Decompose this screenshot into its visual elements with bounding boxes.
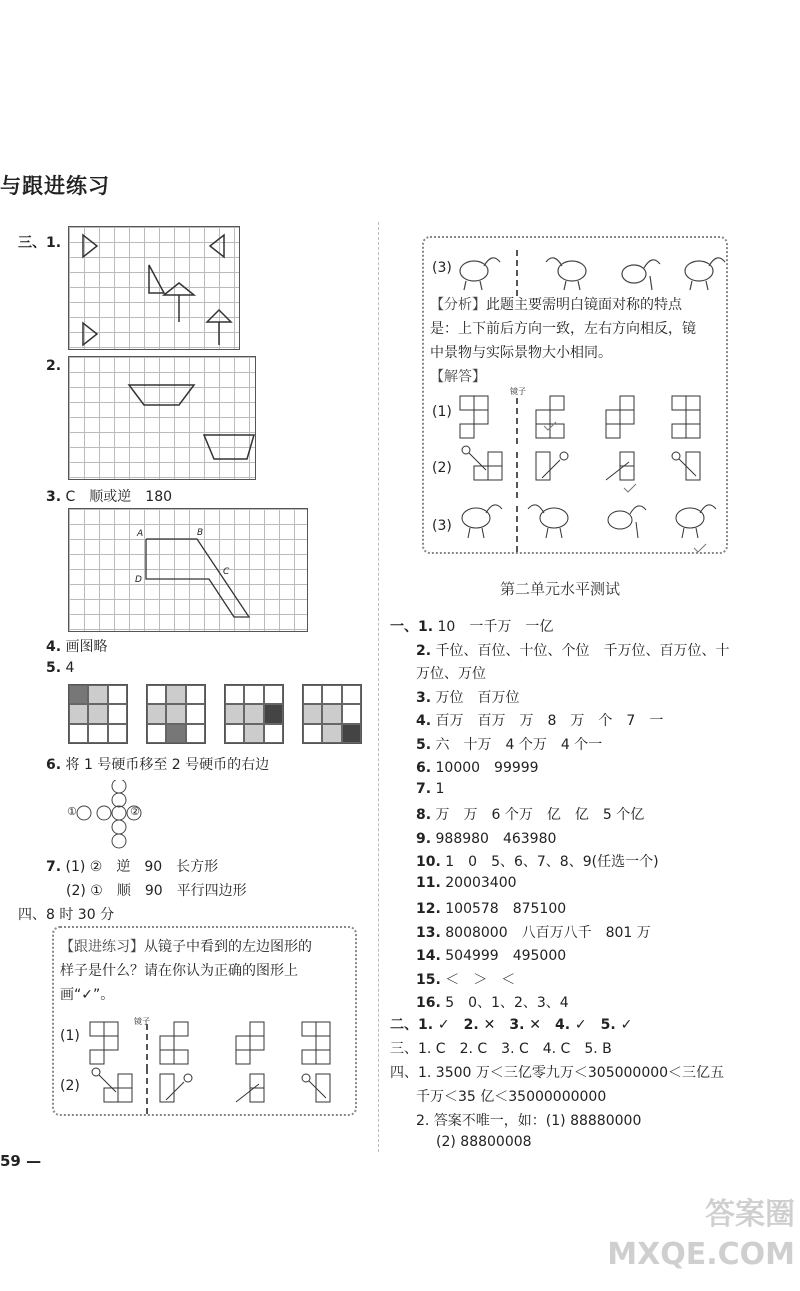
page-number: 59 — — [0, 1152, 42, 1170]
answer-item: 14. 504999 495000 — [416, 948, 567, 964]
answer-item: 3. 万位 百万位 — [416, 689, 520, 706]
figure-3-shapes — [69, 509, 309, 633]
follow-practice-box — [52, 926, 357, 1116]
follow-text-1: 【跟进练习】从镜子中看到的左边图形的 — [60, 939, 312, 955]
answer-item: 9. 988980 463980 — [416, 830, 557, 847]
answer-item: 万位、万位 — [416, 666, 486, 682]
unit-test-title: 第二单元水平测试 — [500, 580, 621, 598]
analysis-line-1: 【分析】此题主要需明白镜面对称的特点 — [430, 297, 682, 313]
box-row-2-label: (2) — [432, 460, 452, 476]
answer-item: 5. 六 十万 4 个万 4 个一 — [416, 736, 603, 753]
box-row-1-label: (1) — [432, 404, 452, 420]
answer-tag: 【解答】 — [430, 369, 486, 385]
box-row-3b-label: (3) — [432, 518, 452, 534]
watermark: 答案圈 MXQE.COM — [607, 1197, 795, 1272]
square-grid-1 — [68, 684, 128, 744]
coin-cross-diagram — [64, 780, 154, 850]
square-grid-2 — [146, 684, 206, 744]
follow-figures — [54, 1014, 354, 1114]
q3-line: 3. C 顺或逆 180 — [46, 489, 173, 505]
analysis-line-2: 是：上下前后方向一致，左右方向相反，镜 — [430, 321, 696, 337]
answer-item: 4. 百万 百万 万 8 万 个 7 一 — [416, 713, 664, 729]
answer-item: 10. 1 0 5、6、7、8、9(任选一个) — [416, 854, 659, 870]
answer-item: 6. 10000 99999 — [416, 760, 539, 776]
q6-line: 6. 将 1 号硬币移至 2 号硬币的右边 — [46, 757, 270, 773]
figure-2-shapes — [69, 357, 257, 481]
point-d: D — [135, 575, 142, 585]
point-c: C — [223, 567, 230, 577]
q7-line-2: (2) ① 顺 90 平行四边形 — [66, 883, 247, 899]
sec2-answers: 二、1. ✓ 2. ✕ 3. ✕ 4. ✓ 5. ✓ — [390, 1017, 633, 1033]
row-2-label: (2) — [60, 1078, 80, 1094]
answer-item: 7. 1 — [416, 780, 445, 797]
analysis-line-3: 中景物与实际景物大小相同。 — [430, 345, 612, 361]
follow-text-3: 画“✓”。 — [60, 987, 115, 1003]
grid-figure-1 — [68, 226, 240, 350]
q4-line: 4. 画图略 — [46, 639, 108, 655]
q2-num: 2. — [46, 358, 62, 374]
answer-item: 2. 千位、百位、十位、个位 千万位、百万位、十 — [416, 642, 730, 659]
sec4-answer-1: 四、1. 3500 万＜三亿零九万＜305000000＜三亿五 — [390, 1065, 725, 1081]
square-grid-4 — [302, 684, 362, 744]
grid-figure-2 — [68, 356, 256, 480]
grid-figure-3 — [68, 508, 308, 632]
sec4-line: 四、8 时 30 分 — [18, 907, 115, 923]
sec4-answer-1b: 千万＜35 亿＜35000000000 — [416, 1089, 607, 1105]
answer-item: 16. 5 0、1、2、3、4 — [416, 995, 569, 1011]
row-1-label: (1) — [60, 1028, 80, 1044]
q7-line-1: 7. (1) ② 逆 90 长方形 — [46, 859, 219, 875]
point-b: B — [197, 528, 204, 538]
point-a: A — [137, 529, 144, 539]
sec3-label: 三、1. — [18, 235, 62, 251]
coin-2-label: ② — [130, 805, 140, 818]
answer-item: 12. 100578 875100 — [416, 901, 567, 917]
figure-1-shapes — [69, 227, 241, 351]
page-title: 与跟进练习 — [0, 174, 110, 198]
answer-item: 8. 万 万 6 个万 亿 亿 5 个亿 — [416, 807, 645, 823]
answer-item: 11. 20003400 — [416, 874, 517, 891]
sec3-answers: 三、1. C 2. C 3. C 4. C 5. B — [390, 1041, 612, 1057]
box-mirror-label: 镜子 — [510, 387, 526, 396]
box-row-3-label: (3) — [432, 260, 452, 276]
answer-item: 一、1. 10 一千万 一亿 — [390, 619, 554, 635]
mirror-label: 镜子 — [134, 1017, 150, 1026]
sec4-answer-2: 2. 答案不唯一，如：(1) 88880000 — [416, 1113, 642, 1129]
analysis-box — [422, 236, 728, 554]
square-grid-3 — [224, 684, 284, 744]
column-divider — [378, 222, 379, 1152]
q5-line: 5. 4 — [46, 660, 75, 676]
answer-item: 15. ＜ ＞ ＜ — [416, 971, 516, 988]
coin-1-label: ① — [67, 805, 77, 818]
answer-item: 13. 8008000 八百万八千 801 万 — [416, 924, 651, 941]
follow-text-2: 样子是什么？请在你认为正确的图形上 — [60, 963, 298, 979]
sec4-answer-2b: (2) 88800008 — [436, 1134, 532, 1150]
answer-figures — [424, 388, 724, 558]
